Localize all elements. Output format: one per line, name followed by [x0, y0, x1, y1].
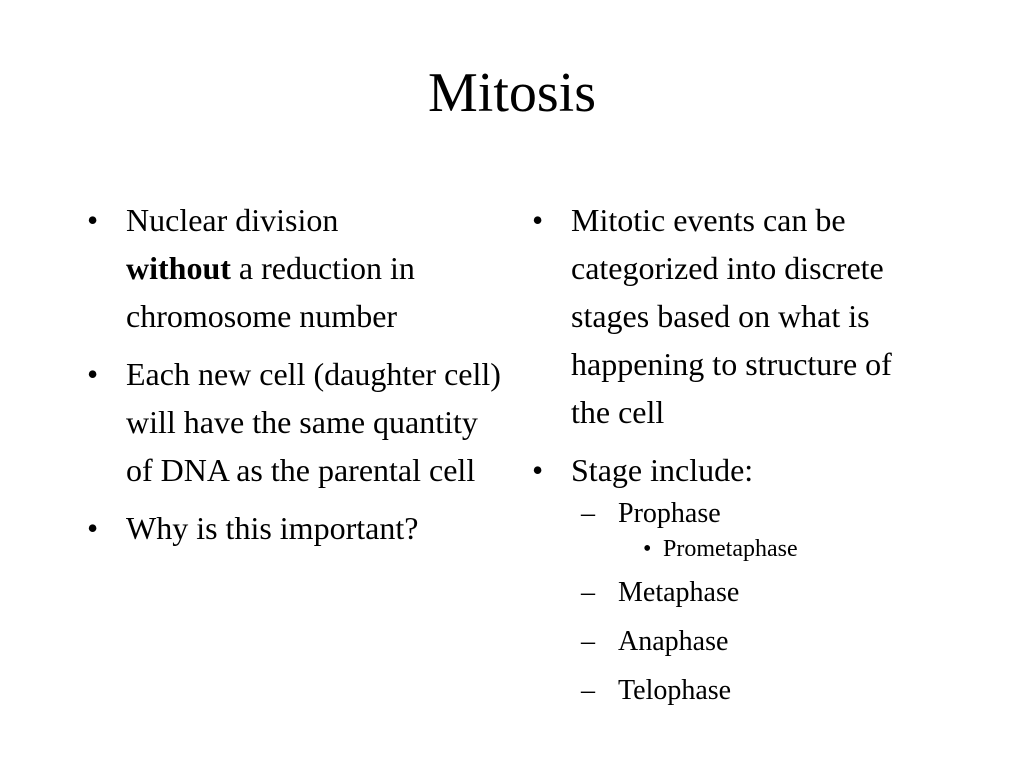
dash-marker: –: [581, 675, 595, 706]
dash-marker: –: [581, 577, 595, 608]
bullet-marker: •: [87, 202, 99, 238]
left-bullet-list: [85, 196, 505, 562]
stage-label: Telophase: [618, 675, 732, 706]
bullet-text-pre: Nuclear division: [126, 202, 339, 238]
bullet-text: Why is this important?: [126, 510, 419, 546]
bullet-text-post: a reduction in chromosome number: [126, 250, 415, 334]
bullet-marker: •: [532, 452, 544, 488]
list-item: [530, 446, 930, 711]
stage-label: Anaphase: [618, 626, 729, 657]
bullet-text-bold: without: [126, 250, 231, 286]
stage-label: Metaphase: [618, 577, 740, 608]
list-item: [530, 196, 930, 436]
bullet-marker: •: [532, 202, 544, 238]
stage-list: [571, 494, 930, 711]
stage-item-metaphase: [575, 573, 930, 613]
list-item: [85, 196, 505, 340]
dash-marker: –: [581, 498, 595, 529]
substage-list: [618, 534, 930, 564]
stage-item-prophase: [575, 494, 930, 564]
stage-item-telophase: [575, 671, 930, 711]
bullet-marker: •: [643, 536, 652, 562]
substage-label: Prometaphase: [663, 536, 798, 562]
bullet-marker: •: [87, 510, 99, 546]
substage-item-prometaphase: [636, 534, 930, 564]
dash-marker: –: [581, 626, 595, 657]
list-item: [85, 504, 505, 552]
bullet-text: Mitotic events can be categorized into discrete stages based on what is happening to structure of the cell: [571, 202, 892, 430]
stage-label: Prophase: [618, 498, 721, 529]
bullet-marker: •: [87, 356, 99, 392]
right-bullet-list: [530, 196, 930, 721]
stage-item-anaphase: [575, 622, 930, 662]
bullet-text: Stage include:: [571, 452, 754, 488]
slide-title: Mitosis: [427, 62, 597, 124]
list-item: [85, 350, 505, 494]
bullet-text: Each new cell (daughter cell) will have the same quantity of DNA as the parental cell: [126, 356, 501, 488]
